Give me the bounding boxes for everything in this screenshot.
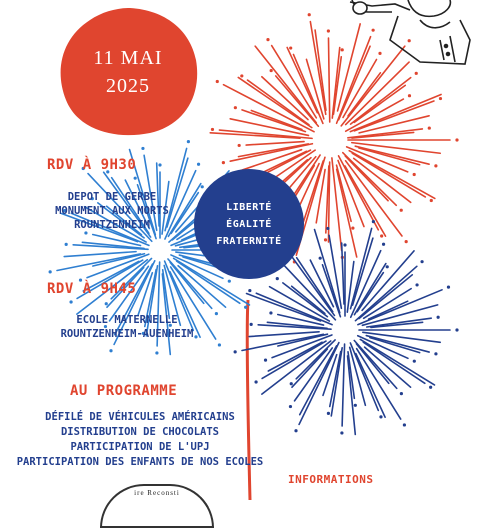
firework-spark <box>413 173 416 176</box>
firework-spark <box>294 429 297 432</box>
firework-spark <box>324 238 327 241</box>
firework-spark <box>155 351 158 354</box>
firework-spark <box>351 226 354 229</box>
firework-spark <box>134 177 137 180</box>
firework-spark <box>105 302 108 305</box>
firework-spark <box>408 39 411 42</box>
firework-spark <box>266 38 269 41</box>
firework-spark <box>234 350 237 353</box>
firework-spark <box>244 306 247 309</box>
firework-spark <box>326 227 329 230</box>
firework-spark <box>340 431 343 434</box>
firework-spark <box>403 423 406 426</box>
firework-spark <box>222 161 225 164</box>
seal-text: ire Reconsti <box>134 489 180 497</box>
firework-spark <box>187 140 190 143</box>
rdv2-details <box>32 313 222 341</box>
rdv1-line: DEPOT DE GERBE <box>67 191 157 203</box>
firework-spark <box>455 328 458 331</box>
firework-spark <box>289 46 292 49</box>
firework-ray <box>328 38 329 122</box>
programme-title: AU PROGRAMME <box>70 383 178 399</box>
firework-spark <box>290 382 293 385</box>
firework-spark <box>201 185 204 188</box>
firework-spark <box>400 392 403 395</box>
rdv2-title: RDV À 9H45 <box>47 281 137 297</box>
firework-spark <box>405 240 408 243</box>
firework-spark <box>238 144 241 147</box>
firework-trail <box>247 300 250 500</box>
firework-spark <box>413 360 416 363</box>
firework-spark <box>289 405 292 408</box>
firework-spark <box>343 243 346 246</box>
firework-ray <box>299 343 339 425</box>
firework-spark <box>216 80 219 83</box>
firework-spark <box>319 257 322 260</box>
firework-spark <box>341 48 344 51</box>
firework-spark <box>69 300 72 303</box>
firework-spark <box>264 359 267 362</box>
motto-liberte: LIBERTÉ <box>226 201 272 213</box>
firework-spark <box>211 128 214 131</box>
firework-spark <box>439 97 442 100</box>
firework-spark <box>428 126 431 129</box>
firework-ray <box>256 293 332 324</box>
firework-spark <box>429 386 432 389</box>
firework-spark <box>269 311 272 314</box>
firework-spark <box>240 74 243 77</box>
firework-ray <box>249 332 319 337</box>
firework-spark <box>372 29 375 32</box>
trumpeter-illustration-icon <box>350 0 470 64</box>
firework-spark <box>197 163 200 166</box>
firework-spark <box>447 286 450 289</box>
date-badge <box>62 10 194 134</box>
programme-item: DISTRIBUTION DE CHOCOLATS <box>60 426 220 438</box>
firework-spark <box>250 323 253 326</box>
rdv2-line: ROUNTZENHEIM-AUENHEIM <box>60 328 194 340</box>
firework-spark <box>382 243 385 246</box>
association-seal <box>100 484 214 528</box>
rdv1-title: RDV À 9H30 <box>47 157 137 173</box>
firework-ray <box>315 230 340 313</box>
rdv1-line: MONUMENT AUX MORTS <box>55 205 169 217</box>
informations-heading: INFORMATIONS <box>288 473 374 486</box>
firework-spark <box>400 209 403 212</box>
firework-ray <box>230 144 312 161</box>
firework-ray <box>247 294 321 321</box>
firework-ray <box>354 101 434 131</box>
firework-spark <box>327 29 330 32</box>
motto-circle <box>194 169 304 279</box>
firework-spark <box>434 164 437 167</box>
firework-spark <box>372 220 375 223</box>
firework-spark <box>65 243 68 246</box>
firework-spark <box>141 147 144 150</box>
firework-spark <box>354 404 357 407</box>
motto-egalite: ÉGALITÉ <box>226 218 272 230</box>
firework-spark <box>434 352 437 355</box>
firework-ray <box>353 238 373 305</box>
programme-item: PARTICIPATION DES ENFANTS DE NOS ECOLES <box>16 456 264 468</box>
firework-spark <box>158 163 161 166</box>
firework-spark <box>234 106 237 109</box>
rdv1-line: ROUNTZENHEIM <box>74 219 150 231</box>
programme-list <box>5 410 275 470</box>
firework-spark <box>437 316 440 319</box>
firework-ray <box>331 348 342 416</box>
firework-spark <box>248 289 251 292</box>
rdv2-line: ECOLE MATERNELLE <box>76 314 178 326</box>
firework-spark <box>308 13 311 16</box>
date-year: 2025 <box>106 75 150 97</box>
firework-spark <box>254 380 257 383</box>
firework-spark <box>455 138 458 141</box>
date-day-month: 11 MAI <box>93 47 163 69</box>
firework-ray <box>338 24 361 111</box>
firework-spark <box>49 270 52 273</box>
programme-item: PARTICIPATION DE L'UPJ <box>70 441 210 453</box>
firework-ray <box>346 62 409 124</box>
firework-spark <box>379 415 382 418</box>
firework-ray <box>346 161 402 236</box>
firework-ray <box>246 142 304 145</box>
firework-ray <box>315 30 326 110</box>
firework-spark <box>430 199 433 202</box>
firework-spark <box>380 234 383 237</box>
firework-spark <box>415 283 418 286</box>
programme-item: DÉFILÉ DE VÉHICULES AMÉRICAINS <box>45 411 235 423</box>
firework-spark <box>420 260 423 263</box>
firework-ray <box>64 252 136 257</box>
firework-spark <box>276 277 279 280</box>
rdv1-details <box>22 190 202 232</box>
firework-ray <box>342 243 344 304</box>
motto-fraternite: FRATERNITÉ <box>216 235 282 247</box>
firework-spark <box>327 412 330 415</box>
firework-spark <box>386 265 389 268</box>
firework-spark <box>228 280 231 283</box>
firework-spark <box>408 94 411 97</box>
firework-spark <box>378 52 381 55</box>
firework-spark <box>218 343 221 346</box>
firework-ray <box>342 344 344 426</box>
firework-spark <box>109 349 112 352</box>
firework-spark <box>415 72 418 75</box>
firework-spark <box>270 69 273 72</box>
